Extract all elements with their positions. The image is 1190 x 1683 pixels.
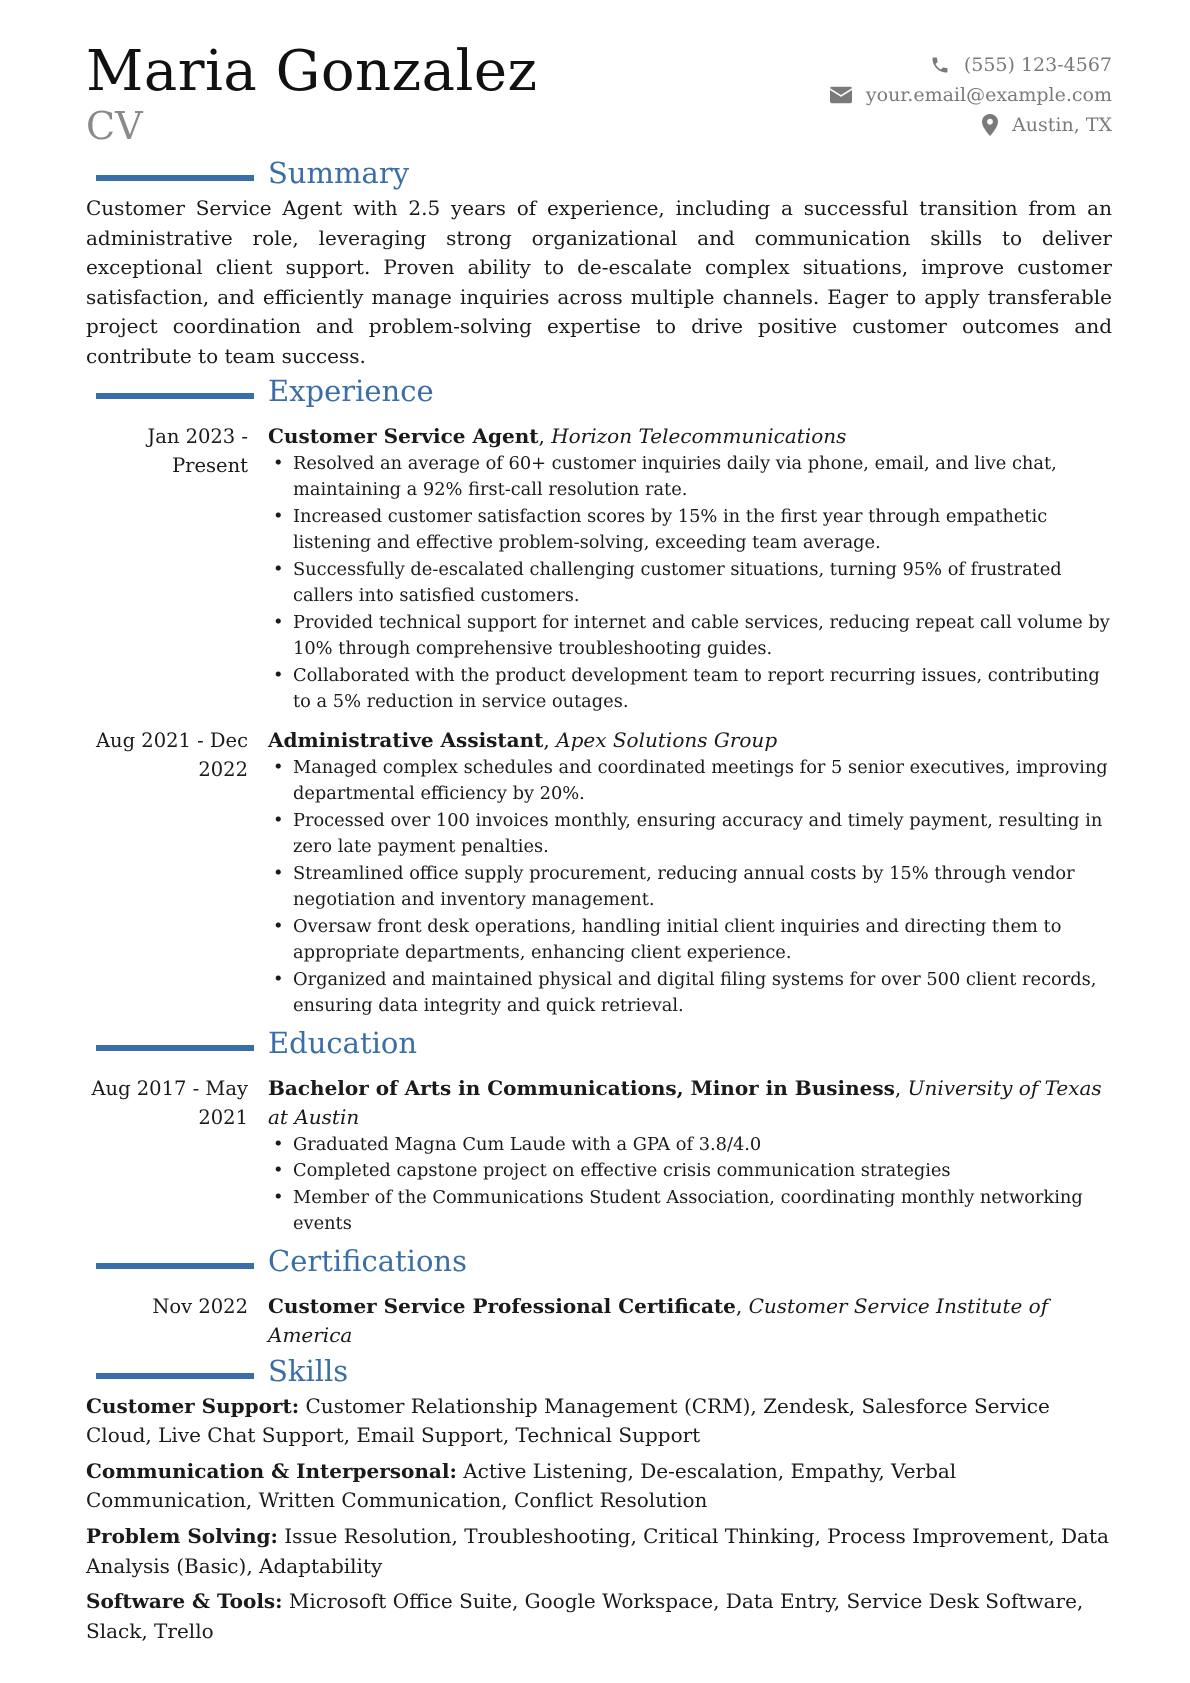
skill-items: Microsoft Office Suite, Google Workspace, Data Entry, Service Desk Software, Slack, Trello (86, 1589, 1084, 1643)
list-item: • Increased customer satisfaction scores by 15% in the first year through empathetic listening and effective problem-solving, exceeding team average. (268, 504, 1112, 557)
list-item: • Successfully de-escalated challenging customer situations, turning 95% of frustrated callers into satisfied customers. (268, 557, 1112, 610)
entry-body (268, 726, 1112, 1020)
entry-bullets (268, 451, 1112, 716)
experience-entry (86, 422, 1112, 716)
entry-heading: Customer Service Agent, Horizon Telecommunications (268, 423, 847, 448)
map-pin-icon (982, 114, 998, 136)
document-subtitle: CV (86, 104, 143, 148)
phone-text[interactable]: (555) 123-4567 (963, 54, 1112, 76)
skill-label: Customer Support: (86, 1393, 300, 1418)
entry-date: Aug 2021 - Dec 2022 (95, 728, 248, 781)
list-item: • Processed over 100 invoices monthly, ensuring accuracy and timely payment, resulting in zero late payment penalties. (268, 808, 1112, 861)
section-rule (96, 175, 254, 181)
summary-section-header (86, 156, 1112, 194)
entry-org: Apex Solutions Group (556, 727, 778, 752)
section-title-certifications: Certifications (268, 1243, 467, 1278)
envelope-icon (830, 86, 852, 104)
entry-role: Customer Service Professional Certificate (268, 1293, 736, 1318)
list-item: • Provided technical support for internet and cable services, reducing repeat call volume by 10% through comprehensive troubleshooting guides. (268, 610, 1112, 663)
entry-role: Administrative Assistant (268, 727, 544, 752)
entry-body (268, 1074, 1112, 1238)
skill-group (86, 1587, 1112, 1646)
entry-body (268, 1292, 1112, 1350)
experience-section-header (86, 373, 1112, 412)
education-entry (86, 1074, 1112, 1238)
contact-phone (830, 50, 1112, 80)
list-item: • Oversaw front desk operations, handling initial client inquiries and directing them to appropriate departments, enhancing client experience. (268, 914, 1112, 967)
skill-items: Active Listening, De-escalation, Empathy, Verbal Communication, Written Communication, Conflict Resolution (86, 1458, 957, 1513)
skill-label: Software & Tools: (86, 1589, 283, 1614)
skill-group (86, 1392, 1112, 1451)
skill-label: Problem Solving: (86, 1523, 278, 1548)
entry-org: Customer Service Institute of America (268, 1293, 1049, 1347)
section-title-education: Education (268, 1025, 418, 1060)
entry-role: Bachelor of Arts in Communications, Minor in Business (268, 1075, 895, 1100)
skill-group (86, 1457, 1112, 1516)
entry-heading: Bachelor of Arts in Communications, Minor in Business, University of Texas at Austin (268, 1075, 1102, 1129)
list-item: • Member of the Communications Student Association, coordinating monthly networking events (268, 1185, 1112, 1238)
skill-group (86, 1522, 1112, 1581)
location-text: Austin, TX (1012, 114, 1112, 136)
email-text[interactable]: your.email@example.com (865, 84, 1112, 106)
list-item: • Collaborated with the product development team to report recurring issues, contributing to a 5% reduction in service outages. (268, 663, 1112, 716)
entry-date: Nov 2022 (152, 1294, 248, 1318)
education-section-header (86, 1025, 1112, 1064)
resume-header (86, 40, 1112, 158)
entry-org: Horizon Telecommunications (551, 423, 847, 448)
entry-body (268, 422, 1112, 716)
list-item: • Streamlined office supply procurement, reducing annual costs by 15% through vendor negotiation and inventory management. (268, 861, 1112, 914)
section-title-experience: Experience (268, 373, 434, 408)
skill-items: Issue Resolution, Troubleshooting, Critical Thinking, Process Improvement, Data Analysis (Basic), Adaptability (86, 1523, 1109, 1578)
entry-bullets (268, 755, 1112, 1020)
certification-entry (86, 1292, 1112, 1350)
list-item: • Completed capstone project on effective crisis communication strategies (268, 1158, 1112, 1185)
skill-items: Customer Relationship Management (CRM), Zendesk, Salesforce Service Cloud, Live Chat Support, Email Support, Technical Support (86, 1393, 1050, 1448)
entry-bullets (268, 1132, 1112, 1238)
phone-icon (930, 55, 950, 75)
list-item: • Resolved an average of 60+ customer inquiries daily via phone, email, and live chat, maintaining a 92% first-call resolution rate. (268, 451, 1112, 504)
section-rule (96, 393, 254, 399)
experience-entry (86, 726, 1112, 1020)
entry-heading: Administrative Assistant, Apex Solutions Group (268, 727, 778, 752)
contact-email (830, 80, 1112, 110)
entry-role: Customer Service Agent (268, 423, 539, 448)
contact-info (830, 50, 1112, 140)
section-title-summary: Summary (268, 156, 410, 190)
entry-date: Aug 2017 - May 2021 (91, 1076, 248, 1129)
section-rule (96, 1373, 254, 1379)
skills-section-header (86, 1353, 1112, 1392)
contact-location (830, 110, 1112, 140)
section-rule (96, 1263, 254, 1269)
section-title-skills: Skills (268, 1353, 349, 1388)
list-item: • Graduated Magna Cum Laude with a GPA of 3.8/4.0 (268, 1132, 1112, 1159)
section-rule (96, 1045, 254, 1051)
list-item: • Managed complex schedules and coordinated meetings for 5 senior executives, improving departmental efficiency by 20%. (268, 755, 1112, 808)
skill-label: Communication & Interpersonal: (86, 1458, 457, 1483)
resume-page (86, 40, 1112, 1646)
entry-heading: Customer Service Professional Certificate, Customer Service Institute of America (268, 1293, 1049, 1347)
certifications-section-header (86, 1243, 1112, 1282)
candidate-name: Maria Gonzalez (86, 39, 538, 104)
list-item: • Organized and maintained physical and digital filing systems for over 500 client records, ensuring data integrity and quick retrieval. (268, 967, 1112, 1020)
summary-text: Customer Service Agent with 2.5 years of experience, including a successful transition from an administrative role, leveraging strong organizational and communication skills to deliver exceptional client support. Proven ability to de-escalate complex situations, improve customer satisfaction, and efficiently manage inquiries across multiple channels. Eager to apply transferable project coordination and problem-solving expertise to drive positive customer outcomes and contribute to team success. (86, 196, 1112, 368)
entry-date: Jan 2023 - Present (147, 424, 248, 477)
entry-org: University of Texas at Austin (268, 1075, 1102, 1129)
